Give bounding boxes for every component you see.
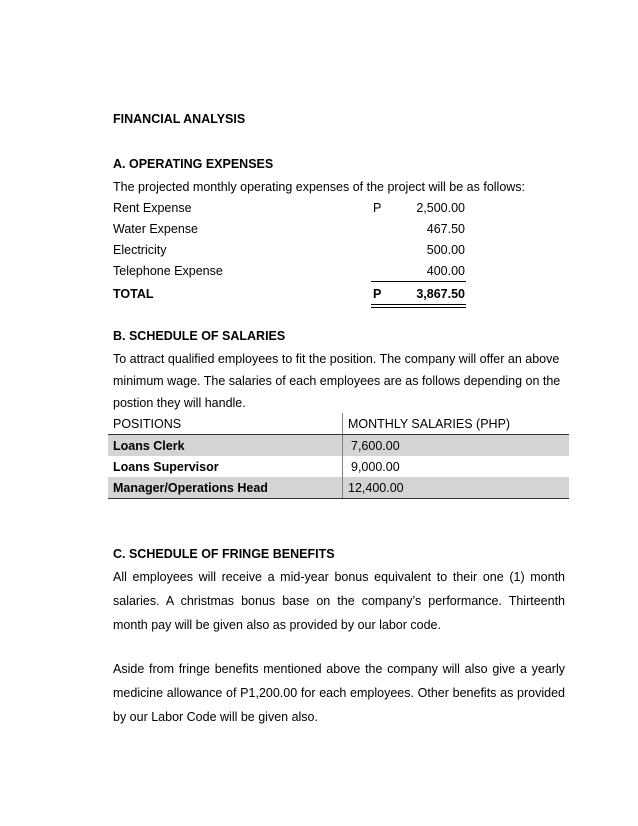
fringe-benefits-paragraph: All employees will receive a mid-year bonus equivalent to their one (1) month salaries. A christmas bonus base on the company’s performance. Thirteenth month pay will be given also as provided by our labor code. [113,570,565,632]
other-benefits-paragraph: Aside from fringe benefits mentioned above the company will also give a yearly medicine allowance of P1,200.00 for each employees. Other benefits as provided by our Labor Code will be given also. [113,662,565,724]
section-b-intro-line: postion they will handle. [113,396,246,410]
subtotal-rule [371,281,466,282]
expense-label: Telephone Expense [113,264,223,278]
total-currency: P [373,287,382,301]
expense-amount: 467.50 [426,222,465,236]
expense-currency: P [373,201,382,215]
section-a-heading: A. OPERATING EXPENSES [113,157,274,171]
expense-amount: 500.00 [426,243,465,257]
expense-amount: 400.00 [426,264,465,278]
table-row [108,477,569,499]
expense-label: Rent Expense [113,201,192,215]
document-title: FINANCIAL ANALYSIS [113,112,246,126]
position-cell: Loans Supervisor [108,456,343,477]
position-cell: Loans Clerk [108,435,343,457]
table-row [108,435,569,457]
section-b-intro-line: To attract qualified employees to fit the position. The company will offer an above [113,352,560,366]
position-cell: Manager/Operations Head [108,477,343,499]
section-a-intro: The projected monthly operating expenses of the project will be as follows: [113,180,526,194]
expense-label: Water Expense [113,222,198,236]
section-b-intro-line: minimum wage. The salaries of each employees are as follows depending on the [113,374,561,388]
total-double-rule-top [371,304,466,305]
salary-table-header [108,413,569,435]
salary-cell: 9,000.00 [351,459,400,474]
salary-cell: 12,400.00 [343,477,570,499]
expense-row [113,222,473,242]
total-label: TOTAL [113,287,154,301]
table-row [108,456,569,477]
salary-table [108,413,569,499]
expense-row [113,243,473,263]
expense-label: Electricity [113,243,167,257]
total-double-rule-bottom [371,307,466,308]
section-c-heading: C. SCHEDULE OF FRINGE BENEFITS [113,547,335,561]
header-positions: POSITIONS [108,413,343,435]
total-amount: 3,867.50 [416,287,465,301]
expense-amount: 2,500.00 [416,201,465,215]
expense-row [113,201,473,221]
header-monthly-salaries: MONTHLY SALARIES (PHP) [343,413,570,435]
salary-cell: 7,600.00 [343,435,570,457]
section-b-heading: B. SCHEDULE OF SALARIES [113,329,286,343]
